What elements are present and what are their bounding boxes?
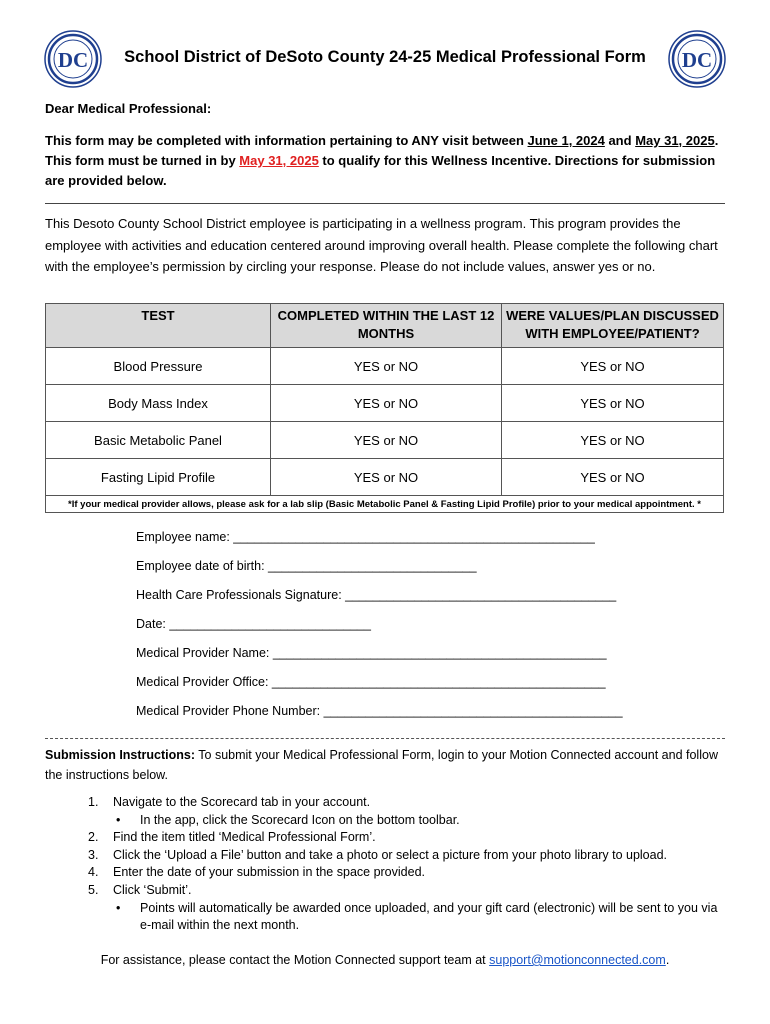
intro-paragraph: This form may be completed with information pertaining to ANY visit between June 1, 2024 and May 31, 2025. This form must be turned in by May 31, 2025 to qualify for this Wellness Incentive. Directions for submission are provided below. (45, 133, 719, 188)
employee-name-field[interactable]: Employee name: ____________________________________________________ (136, 530, 595, 544)
provider-phone-field[interactable]: Medical Provider Phone Number: ___________________________________________ (136, 704, 623, 718)
form-title: School District of DeSoto County 24-25 Medical Professional Form (124, 48, 646, 66)
greeting: Dear Medical Professional: (45, 101, 212, 116)
date-field[interactable]: Date: _____________________________ (136, 617, 371, 631)
end-date: May 31, 2025 (635, 133, 715, 148)
bullet-icon: • (116, 812, 121, 827)
professional-signature-field[interactable]: Health Care Professionals Signature: _______________________________________ (136, 588, 617, 602)
bullet-icon: • (116, 900, 121, 915)
discussed-answer[interactable]: YES or NO (502, 385, 724, 422)
form-header (44, 30, 726, 88)
completed-answer[interactable]: YES or NO (271, 348, 502, 385)
completed-answer[interactable]: YES or NO (271, 385, 502, 422)
start-date: June 1, 2024 (527, 133, 605, 148)
discussed-answer[interactable]: YES or NO (502, 422, 724, 459)
table-row (46, 459, 724, 496)
completed-answer[interactable]: YES or NO (271, 422, 502, 459)
discussed-answer[interactable]: YES or NO (502, 348, 724, 385)
list-item: 4. Enter the date of your submission in the space provided. (88, 865, 425, 880)
table-row (46, 422, 724, 459)
list-item: 3. Click the ‘Upload a File’ button and take a photo or select a picture from your photo library to upload. (88, 847, 668, 862)
completed-answer[interactable]: YES or NO (271, 459, 502, 496)
divider (45, 203, 725, 204)
list-item: 1. Navigate to the Scorecard tab in your account. (88, 795, 371, 809)
list-item: 5. Click ‘Submit’. (88, 882, 192, 897)
submission-instructions: Submission Instructions: To submit your Medical Professional Form, login to your Motion Connected account and follow the instructions below. (45, 748, 718, 782)
test-name: Body Mass Index (46, 385, 271, 422)
svg-text:DC: DC (681, 48, 713, 72)
table-row (46, 348, 724, 385)
screening-table (45, 303, 724, 513)
district-seal-logo (44, 30, 102, 88)
district-seal-logo (668, 30, 726, 88)
divider (45, 738, 725, 739)
table-header-row (46, 304, 724, 348)
test-name: Basic Metabolic Panel (46, 422, 271, 459)
test-name: Blood Pressure (46, 348, 271, 385)
list-item: • Points will automatically be awarded once uploaded, and your gift card (electronic) will be sent to you via e-mail within the next month. (116, 900, 718, 933)
svg-text:DC: DC (57, 48, 89, 72)
program-description: This Desoto County School District employee is participating in a wellness program. This program provides the employee with activities and education centered around improving overall health. Please complete the following chart with the employee’s permission by circling your response. Please do not include values, answer yes or no. (45, 216, 718, 274)
provider-name-field[interactable]: Medical Provider Name: ________________________________________________ (136, 646, 607, 660)
instruction-steps (88, 794, 718, 935)
test-name: Fasting Lipid Profile (46, 459, 271, 496)
column-header-discussed: WERE VALUES/PLAN DISCUSSED WITH EMPLOYEE/PATIENT? (502, 304, 724, 348)
support-email-link[interactable]: support@motionconnected.com (489, 953, 666, 967)
table-footnote-row (46, 496, 724, 513)
list-item: 2. Find the item titled ‘Medical Professional Form’. (88, 830, 376, 845)
column-header-test: TEST (46, 304, 271, 348)
provider-office-field[interactable]: Medical Provider Office: ________________________________________________ (136, 675, 606, 689)
deadline-date: May 31, 2025 (239, 153, 319, 168)
signature-fields (136, 523, 623, 726)
table-row (46, 385, 724, 422)
employee-dob-field[interactable]: Employee date of birth: ______________________________ (136, 559, 477, 573)
column-header-completed: COMPLETED WITHIN THE LAST 12 MONTHS (271, 304, 502, 348)
discussed-answer[interactable]: YES or NO (502, 459, 724, 496)
assistance-note: For assistance, please contact the Motion Connected support team at support@motionconnected.com. (100, 953, 670, 967)
list-item: • In the app, click the Scorecard Icon on the bottom toolbar. (88, 812, 718, 830)
lab-slip-footnote: *If your medical provider allows, please ask for a lab slip (Basic Metabolic Panel & Fasting Lipid Profile) prior to your medical appointment. * (46, 496, 724, 513)
